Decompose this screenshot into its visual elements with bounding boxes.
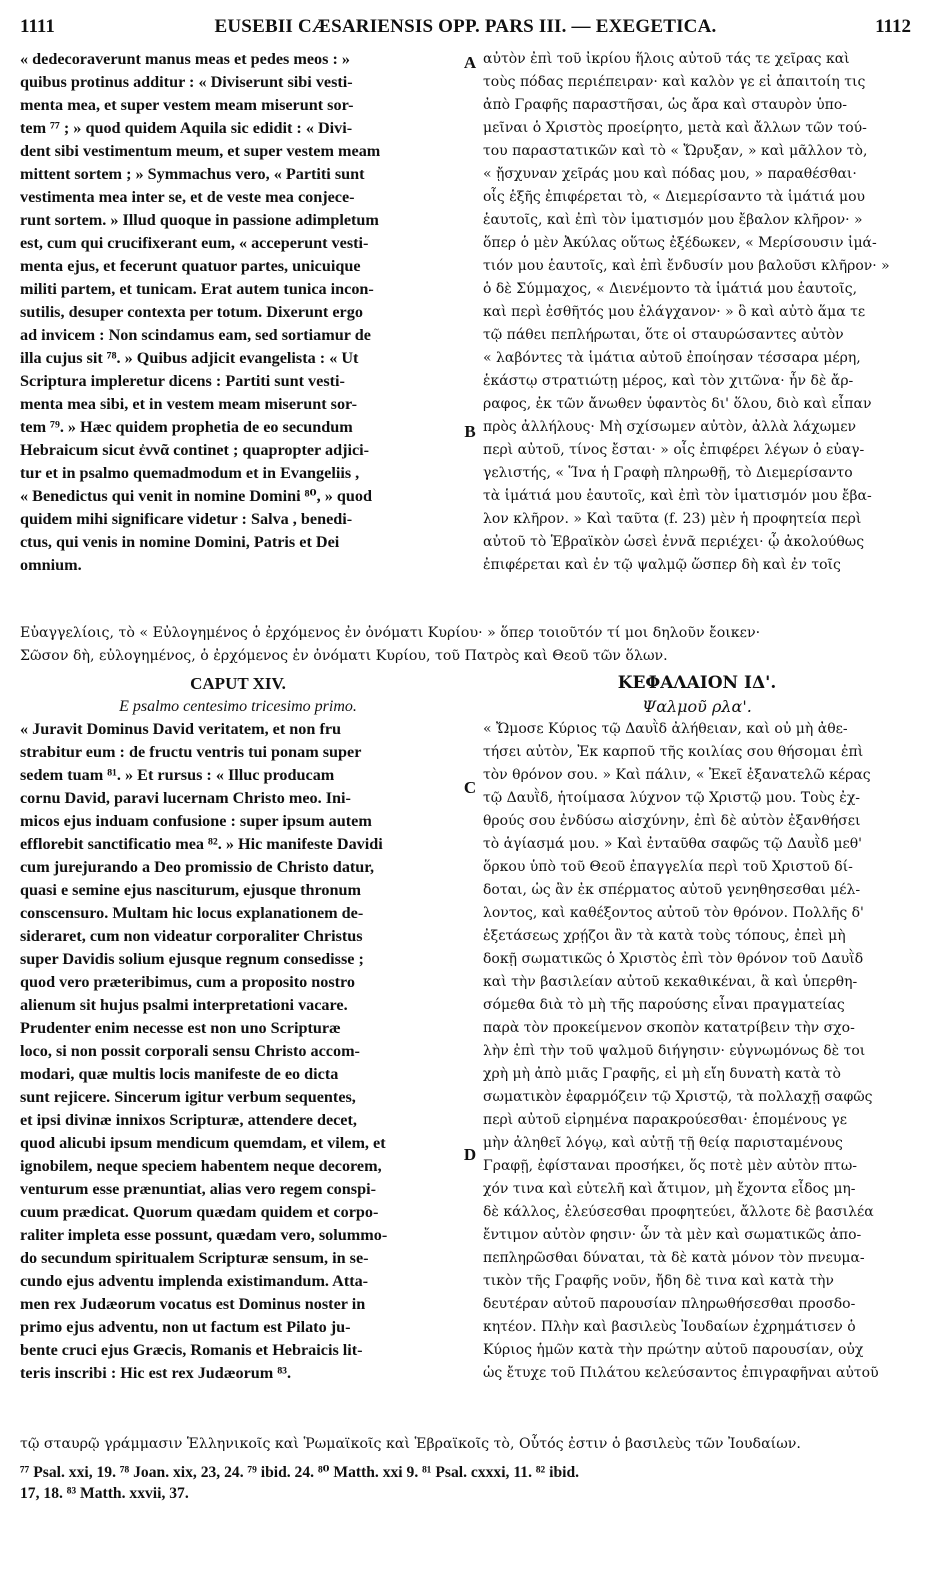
text-line: θρούς σου ἐνδύσω αἰσχύνην, ἐπὶ δὲ αὐτὸν ἐξανθήσει [483,813,861,829]
text-line: ὡς ἔτυχε τοῦ Πιλάτου κελεύσαντος ἐπιγραφῆναι αὐτοῦ [483,1365,879,1381]
text-line: illa cujus sit ⁷⁸. » Quibus adjicit evangelista : « Ut [20,349,359,367]
greek-bottom-text [483,718,911,1385]
text-line: ὅρκου ὑπὸ τοῦ Θεοῦ ἐπαγγελία περὶ τοῦ Χριστοῦ δί- [483,859,853,875]
text-line: alienum sit hujus psalmi interpretationi vacare. [20,996,348,1014]
latin-column-top [20,48,456,577]
text-line: ἀπὸ Γραφῆς παραστῆσαι, ὡς ἄρα καὶ σταυρὸν ὑπο- [483,97,848,113]
text-line: venturum esse prænuntiat, alias vero regem conspi- [20,1180,376,1198]
text-line: τὰ ἱμάτιά μου ἑαυτοῖς, καὶ ἐπὶ τὸν ἱματισμόν μου ἔβα- [483,488,872,504]
running-header [20,16,911,42]
text-line: do secundum spiritualem Scripturæ sensum, in se- [20,1249,369,1267]
text-line: et ipsi divinæ innixos Scripturæ, attendere decet, [20,1111,357,1129]
text-line: τῷ Δαυῒδ, ἡτοίμασα λύχνον τῷ Χριστῷ μου. Τοὺς ἐχ- [483,790,861,806]
text-line: tur et in psalmo quemadmodum et in Evangeliis , [20,464,360,482]
text-line: omnium. [20,556,82,574]
text-line: bente cruci ejus Græcis, Romanis et Hebraicis lit- [20,1341,363,1359]
text-line: σόμεθα διὰ τὸ μὴ τῆς παρούσης εἶναι πραγματείας [483,997,845,1013]
text-line: τιόν μου ἑαυτοῖς, καὶ ἐπὶ ἔνδυσίν μου βαλοῦσι κλῆρον· » [483,258,890,274]
text-line: « Benedictus qui venit in nomine Domini ⁸⁰, » quod [20,487,372,505]
text-line: mittent sortem ; » Symmachus vero, « Partiti sunt [20,165,365,183]
text-line: αὐτὸν ἐπὶ τοῦ ἰκρίου ἥλοις αὐτοῦ τάς τε χεῖρας καὶ [483,51,850,67]
footnote-line: ⁷⁷ Psal. xxi, 19. ⁷⁸ Joan. xix, 23, 24. ⁷⁹ ibid. 24. ⁸⁰ Matth. xxi 9. ⁸¹ Psal. cxxxi, 11. ⁸² ibid. [20,1464,580,1481]
text-line: δοκῇ σωματικῶς ὁ Χριστὸς ἐπὶ τὸν θρόνον τοῦ Δαυῒδ [483,951,864,967]
text-line: men rex Judæorum vocatus est Dominus noster in [20,1295,366,1313]
text-line: quidem mihi significare videtur : Salva , benedi- [20,510,353,528]
text-line: λον κλῆρον. » Καὶ ταῦτα (f. 23) μὲν ἡ προφητεία περὶ [483,511,862,527]
text-line: loco, si non possit corporali sensu Christo accom- [20,1042,360,1060]
text-line: του παραστατικῶν καὶ τὸ « Ὤρυξαν, » καὶ μᾶλλον τὸ, [483,143,868,159]
text-line: raliter impleta esse possunt, quædam vero, solummo- [20,1226,388,1244]
text-line: ἐξετάσεως χρῄζοι ἂν τὰ κατὰ τοὺς τόπους, ἐπεὶ μὴ [483,928,846,944]
text-line: tem ⁷⁹. » Hæc quidem prophetia de eo secundum [20,418,353,436]
latin-bottom-text [20,718,456,1385]
margin-letter-a: A [463,53,477,72]
text-line: ὁ δὲ Σύμμαχος, « Διενέμοντο τὰ ἱμάτιά μου ἑαυτοῖς, [483,281,858,297]
greek-column-top [483,48,911,577]
text-line: δοται, ὡς ἂν ἐκ σπέρματος αὐτοῦ γενηθησεσθαι μέλ- [483,882,861,898]
text-line: « λαβόντες τὰ ἱμάτια αὐτοῦ ἐποίησαν τέσσαρα μέρη, [483,350,861,366]
text-line: « Juravit Dominus David veritatem, et non fru [20,720,342,738]
text-line: ἐπιφέρεται καὶ ἐν τῷ ψαλμῷ ὥσπερ δὴ καὶ ἐν τοῖς [483,557,841,573]
text-line: Prudenter enim necesse est non uno Scripturæ [20,1019,341,1037]
text-line: cum jurejurando a Deo promissio de Christo datur, [20,858,375,876]
page-number-left: 1111 [20,16,55,37]
text-line: χρὴ μὴ ἀπὸ μιᾶς Γραφῆς, εἰ μὴ εἴη δυνατὴ κατὰ τὸ [483,1066,841,1082]
text-line: primo ejus adventu, non ut factum est Pilato ju- [20,1318,351,1336]
text-line: strabitur eum : de fructu ventris tui ponam super [20,743,362,761]
latin-column-bottom [20,672,456,1385]
text-line: vestimenta mea inter se, et de veste mea conjece- [20,188,355,206]
text-line: Γραφῇ, ἐφίσταναι προσήκει, ὅς ποτὲ μὲν αὐτὸν πτω- [483,1158,857,1174]
text-line: Κύριος ἡμῶν κατὰ τὴν πρώτην αὐτοῦ παρουσίαν, οὐχ [483,1342,864,1358]
text-line: sedem tuam ⁸¹. » Et rursus : « Illuc producam [20,766,335,784]
text-line: ἑκάστῳ στρατιώτῃ μέρος, καὶ τὸν χιτῶνα· ἦν δὲ ἄρ- [483,373,854,389]
text-line: « Ὤμοσε Κύριος τῷ Δαυῒδ ἀλήθειαν, καὶ οὐ μὴ ἀθε- [483,721,848,737]
text-line: λοντος, καὶ καθέξοντος αὐτοῦ τὸν θρόνον. Πολλῆς δ' [483,905,864,921]
text-line: ἔντιμον αὐτὸν φησιν· ὧν τὰ μὲν καὶ σωματικῶς ἀπο- [483,1227,862,1243]
text-line: περὶ αὐτοῦ εἰρημένα παρακρούεσθαι· ἑπομένους γε [483,1112,848,1128]
text-line: menta ejus, et fecerunt quatuor partes, unicuique [20,257,361,275]
text-line: Hebraicum sicut ἐννᾶ continet ; quapropter adjici- [20,441,370,459]
text-line: τοὺς πόδας περιέπειραν· καὶ καλὸν γε εἰ ἀπαιτοίη τις [483,74,866,90]
footnotes [20,1462,912,1504]
text-line: Σῶσον δὴ, εὐλογημένος, ὁ ἐρχόμενος ἐν ὀνόματι Κυρίου, τοῦ Πατρὸς καὶ Θεοῦ τῶν ὅλων. [20,648,668,664]
text-line: sunt rejicere. Sincerum igitur verbum sequentes, [20,1088,356,1106]
text-line: cornu David, paravi lucernam Christo meo. Ini- [20,789,351,807]
text-line: runt sortem. » Illud quoque in passione adimpletum [20,211,379,229]
greek-closing-line: τῷ σταυρῷ γράμμασιν Ἑλληνικοῖς καὶ Ῥωμαϊκοῖς καὶ Ἑβραϊκοῖς τὸ, Οὗτός ἐστιν ὁ βασιλεὺς τῶν Ἰουδαίων. [20,1436,801,1452]
text-line: quibus protinus additur : « Diviserunt sibi vesti- [20,73,353,91]
text-line: καὶ τὴν βασιλείαν αὐτοῦ κεκαθικέναι, ἃ καὶ ὑπερθη- [483,974,858,990]
text-line: πρὸς ἀλλήλους· Μὴ σχίσωμεν αὐτὸν, ἀλλὰ λάχωμεν [483,419,857,435]
text-line: micos ejus induam confusione : super ipsum autem [20,812,372,830]
text-line: κητέον. Πλὴν καὶ βασιλεὺς Ἰουδαίων ἐχρημάτισεν ὁ [483,1319,856,1335]
latin-chapter-title: CAPUT XIV. [190,674,286,693]
text-line: τήσει αὐτὸν, Ἐκ καρποῦ τῆς κοιλίας σου θήσομαι ἐπὶ [483,744,864,760]
text-line: τῷ πάθει πεπλήρωται, ὅτε οἱ σταυρώσαντες αὐτὸν [483,327,844,343]
text-line: καὶ περὶ ἐσθῆτός μου ἐλάγχανον· » ὃ καὶ αὐτὸ ἅμα τε [483,304,866,320]
greek-full-width-passage [20,622,912,668]
text-line: σωματικὸν ἐφαρμόζειν τῷ Χριστῷ, τὰ πολλαχῇ σαφῶς [483,1089,873,1105]
text-line: menta mea sibi, et in vestem meam miserunt sor- [20,395,358,413]
text-line: γελιστής, « Ἵνα ἡ Γραφὴ πληρωθῇ, τὸ Διεμερίσαντο [483,465,853,481]
text-line: Scriptura impleretur dicens : Partiti sunt vesti- [20,372,345,390]
greek-chapter-subtitle: Ψαλμοῦ ρλα'. [642,697,752,716]
text-line: χόν τινα καὶ εὐτελῆ καὶ ἄτιμον, μὴ ἔχοντα εἶδος μη- [483,1181,856,1197]
text-line: sutilis, desuper contexta per totum. Dixerunt ergo [20,303,363,321]
text-line: τὸν θρόνον σου. » Καὶ πάλιν, « Ἐκεῖ ἐξανατελῶ κέρας [483,767,871,783]
text-line: δὲ κάλλος, ἐλεύσεσθαι προφητεύει, ἄλλοτε δὲ βασιλέα [483,1204,874,1220]
latin-chapter-subtitle: E psalmo centesimo tricesimo primo. [119,698,357,715]
text-line: αὐτοῦ τὸ Ἑβραϊκὸν ὡσεὶ ἐννᾶ περιέχει· ᾧ ἀκολούθως [483,534,865,550]
text-line: περὶ αὐτοῦ, τίνος ἔσται· » οἷς ἐπιφέρει λέγων ὁ εὐαγ- [483,442,865,458]
margin-letter-d: D [463,1145,477,1164]
text-line: modari, quæ multis locis manifeste de eo dicta [20,1065,339,1083]
greek-column-bottom [483,672,911,1385]
text-line: quasi e semine ejus nasciturum, ejusque thronum [20,881,362,899]
text-line: ἑαυτοῖς, καὶ ἐπὶ τὸν ἱματισμόν μου ἔβαλον κλῆρον· » [483,212,863,228]
greek-chapter-title: ΚΕΦΑΛΑΙΟΝ ΙΔ'. [617,673,777,693]
running-title: EUSEBII CÆSARIENSIS OPP. PARS III. — EXEGETICA. [214,16,717,37]
text-line: efflorebit sanctificatio mea ⁸². » Hic manifeste Davidi [20,835,383,853]
text-line: μεῖναι ὁ Χριστὸς προείρητο, μετὰ καὶ ἄλλων τῶν τού- [483,120,867,136]
text-line: λὴν ἐπὶ τὴν τοῦ ψαλμοῦ διήγησιν· εὐγνωμόνως δὲ τοι [483,1043,866,1059]
margin-letter-b: B [464,422,476,441]
text-line: sideraret, cum non videatur corporaliter Christus [20,927,363,945]
text-line: δευτέραν αὐτοῦ παρουσίαν πληρωθήσεσθαι προσδο- [483,1296,856,1312]
text-line: « dedecoraverunt manus meas et pedes meos : » [20,50,351,68]
text-line: est, cum qui crucifixerant eum, « acceperunt vesti- [20,234,369,252]
greek-closing-line-wrap [20,1432,912,1456]
page-number-right: 1112 [875,16,911,37]
text-line: menta mea, et super vestem meam miserunt sor- [20,96,354,114]
text-line: ignobilem, neque speciem habentem neque decorem, [20,1157,382,1175]
text-line: militi partem, et tunicam. Erat autem tunica incon- [20,280,374,298]
text-line: Εὐαγγελίοις, τὸ « Εὐλογημένος ὁ ἐρχόμενος ἐν ὀνόματι Κυρίου· » ὅπερ τοιοῦτόν τί μοι δηλοῦν ἔοικεν· [20,625,761,641]
text-line: « ᾔσχυναν χεῖράς μου καὶ πόδας μου, » παραθέσθαι· [483,166,857,182]
text-line: τὸ ἁγίασμά μου. » Καὶ ἐνταῦθα σαφῶς τῷ Δαυῒδ μεθ' [483,836,863,852]
text-line: cundo ejus adventu implenda existimandum. Atta- [20,1272,369,1290]
text-line: cuum prædicat. Quorum quædam quidem et corpo- [20,1203,379,1221]
text-line: ad invicem : Non scindamus eam, sed sortiamur de [20,326,371,344]
text-line: ὅπερ ὁ μὲν Ἀκύλας οὕτως ἐξέδωκεν, « Μερίσουσιν ἱμά- [483,235,877,251]
text-line: τικὸν τῆς Γραφῆς νοῦν, ἤδη δὲ τινα καὶ κατὰ τὴν [483,1273,834,1289]
text-line: conscensuro. Multam hic locus explanationem de- [20,904,364,922]
text-line: super Davidis solium ejusque regnum consedisse ; [20,950,364,968]
text-line: ctus, qui venis in nomine Domini, Patris et Dei [20,533,340,551]
text-line: ραφος, ἐκ τῶν ἄνωθεν ὑφαντὸς δι' ὅλου, διὸ καὶ εἶπαν [483,396,872,412]
text-line: quod alicubi ipsum mendicum quemdam, et vilem, et [20,1134,386,1152]
footnote-line: 17, 18. ⁸³ Matth. xxvii, 37. [20,1485,189,1502]
text-line: teris inscribi : Hic est rex Judæorum ⁸³. [20,1364,292,1382]
margin-letter-c: C [463,778,477,797]
text-line: tem ⁷⁷ ; » quod quidem Aquila sic edidit : « Divi- [20,119,353,137]
text-line: πεπληρῶσθαι δύναται, τὰ δὲ κατὰ μόνον τὸν πνευμα- [483,1250,865,1266]
text-line: παρὰ τὸν προκείμενον σκοπὸν κατατρίβειν τὴν σχο- [483,1020,855,1036]
text-line: μὴν ἀληθεῖ λόγῳ, καὶ αὐτῇ τῇ θείᾳ παρισταμένους [483,1135,843,1151]
text-line: dent sibi vestimentum meum, et super vestem meam [20,142,381,160]
text-line: quod vero præteribimus, cum a proposito nostro [20,973,356,991]
text-line: οἷς ἑξῆς ἐπιφέρεται τὸ, « Διεμερίσαντο τὰ ἱμάτιά μου [483,189,866,205]
